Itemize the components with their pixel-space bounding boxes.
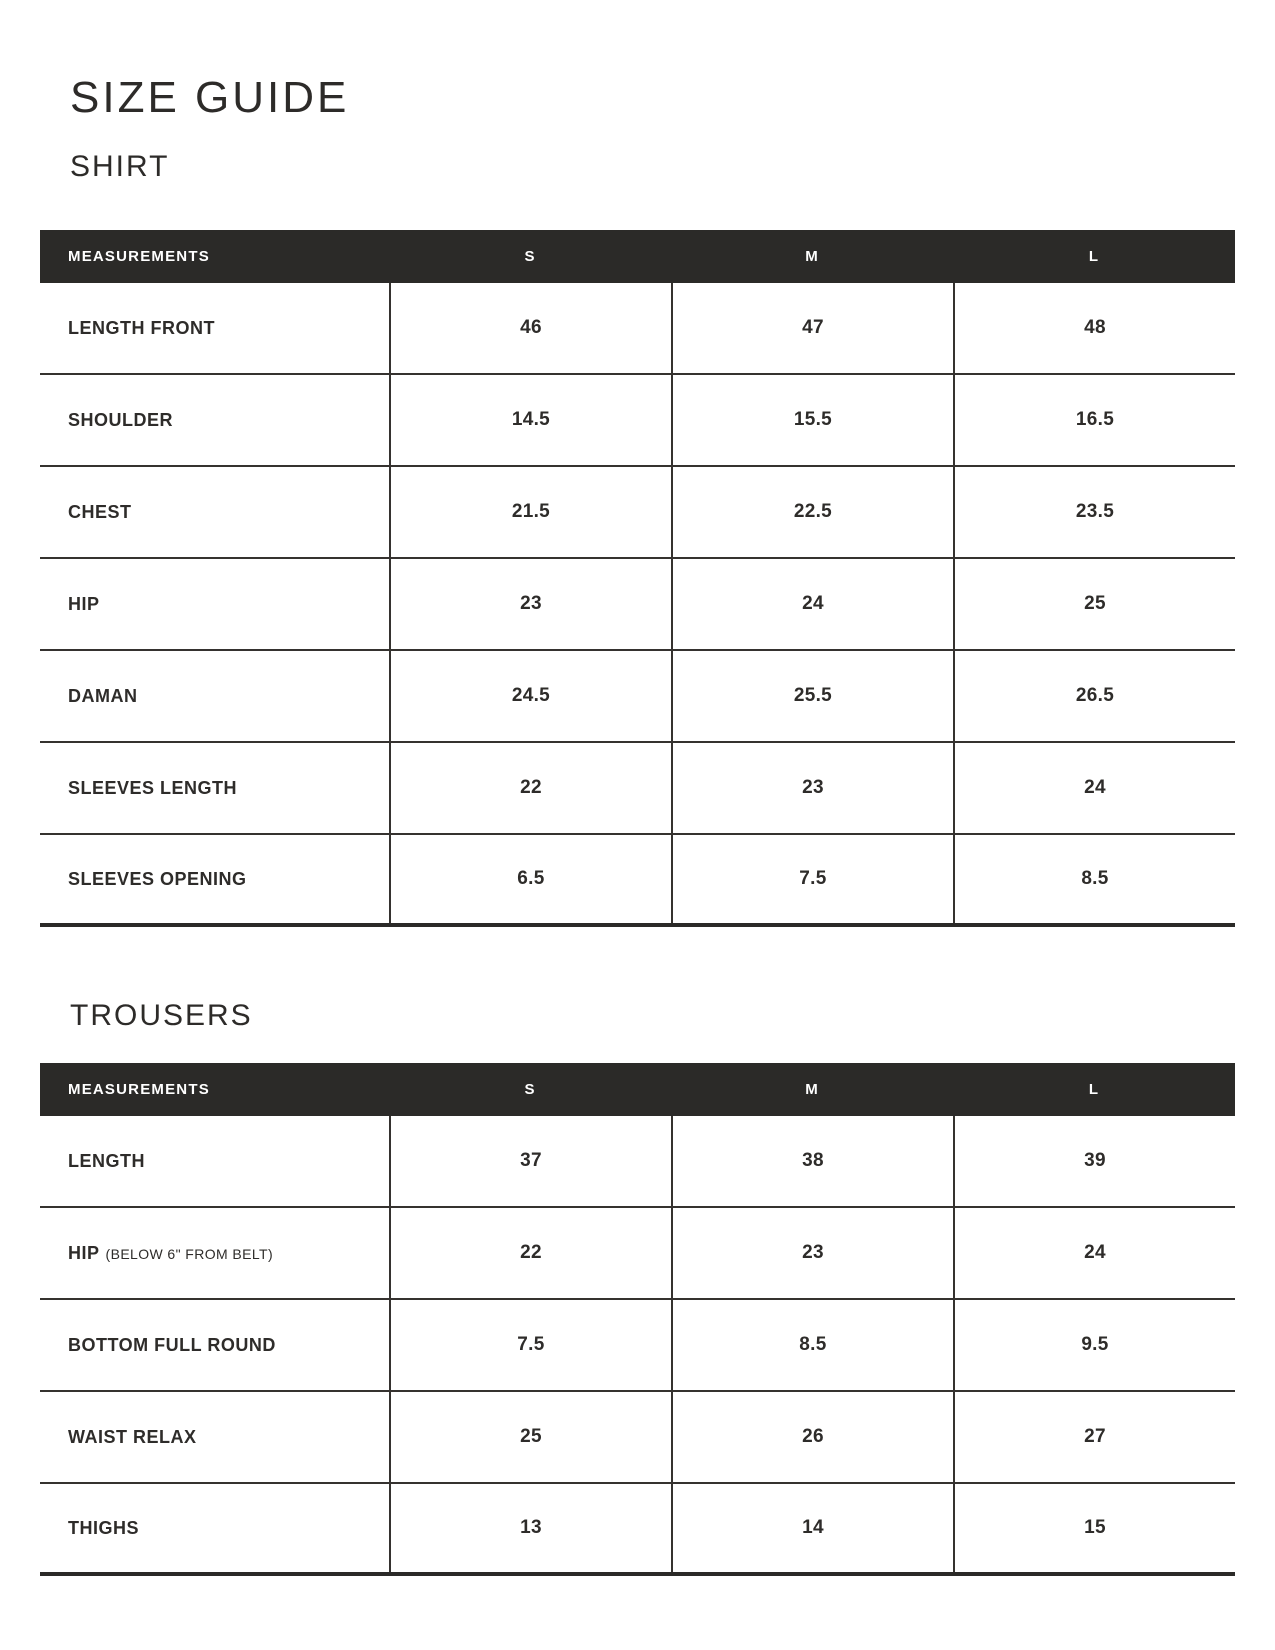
row-label: SLEEVES OPENING: [68, 868, 247, 889]
cell-value: 48: [953, 283, 1235, 373]
cell-value: 8.5: [671, 1300, 953, 1390]
row-label: LENGTH: [68, 1150, 145, 1171]
cell-value: 13: [389, 1484, 671, 1572]
table-row: [40, 559, 1235, 651]
cell-value: 27: [953, 1392, 1235, 1482]
cell-value: 9.5: [953, 1300, 1235, 1390]
cell-value: 25: [953, 559, 1235, 649]
header-size-s: S: [524, 1081, 536, 1098]
cell-value: 23: [671, 1208, 953, 1298]
cell-value: 23: [671, 743, 953, 833]
table-row: [40, 375, 1235, 467]
row-label: DAMAN: [68, 685, 138, 706]
cell-value: 15.5: [671, 375, 953, 465]
table-row: [40, 467, 1235, 559]
cell-value: 25: [389, 1392, 671, 1482]
row-label: [40, 1243, 389, 1264]
table-row: [40, 283, 1235, 375]
cell-value: 47: [671, 283, 953, 373]
header-measurements: MEASUREMENTS: [68, 248, 210, 265]
cell-value: 24: [953, 1208, 1235, 1298]
cell-value: 7.5: [671, 835, 953, 923]
section-title-trousers: TROUSERS: [70, 999, 253, 1032]
header-size-l: L: [1088, 248, 1100, 265]
table-header: [40, 230, 1235, 283]
cell-value: 22: [389, 743, 671, 833]
cell-value: 8.5: [953, 835, 1235, 923]
trousers-size-table: [40, 1063, 1235, 1576]
cell-value: 26.5: [953, 651, 1235, 741]
cell-value: 14.5: [389, 375, 671, 465]
section-title-shirt: SHIRT: [70, 150, 170, 183]
row-label: HIP: [68, 593, 100, 614]
cell-value: 7.5: [389, 1300, 671, 1390]
row-label: CHEST: [68, 501, 132, 522]
header-size-m: M: [805, 248, 819, 265]
page-title: SIZE GUIDE: [70, 73, 350, 122]
cell-value: 6.5: [389, 835, 671, 923]
table-row: [40, 1392, 1235, 1484]
cell-value: 39: [953, 1116, 1235, 1206]
table-row: [40, 835, 1235, 927]
cell-value: 24.5: [389, 651, 671, 741]
cell-value: 23: [389, 559, 671, 649]
cell-value: 24: [953, 743, 1235, 833]
cell-value: 16.5: [953, 375, 1235, 465]
table-row: [40, 1116, 1235, 1208]
cell-value: 46: [389, 283, 671, 373]
row-label: SLEEVES LENGTH: [68, 777, 238, 798]
table-row: [40, 1208, 1235, 1300]
table-row: [40, 1484, 1235, 1576]
header-size-l: L: [1088, 1081, 1100, 1098]
cell-value: 21.5: [389, 467, 671, 557]
table-row: [40, 1300, 1235, 1392]
row-label-text: HIP: [68, 1242, 100, 1263]
header-measurements: MEASUREMENTS: [68, 1081, 210, 1098]
table-row: [40, 651, 1235, 743]
row-label-note: (BELOW 6" FROM BELT): [105, 1245, 274, 1262]
header-size-m: M: [805, 1081, 819, 1098]
table-row: [40, 743, 1235, 835]
cell-value: 23.5: [953, 467, 1235, 557]
table-header: [40, 1063, 1235, 1116]
row-label: SHOULDER: [68, 409, 174, 430]
row-label: THIGHS: [68, 1517, 140, 1538]
cell-value: 24: [671, 559, 953, 649]
row-label: WAIST RELAX: [68, 1426, 197, 1447]
cell-value: 15: [953, 1484, 1235, 1572]
cell-value: 26: [671, 1392, 953, 1482]
cell-value: 14: [671, 1484, 953, 1572]
cell-value: 22.5: [671, 467, 953, 557]
header-size-s: S: [524, 248, 536, 265]
cell-value: 22: [389, 1208, 671, 1298]
row-label: BOTTOM FULL ROUND: [68, 1334, 276, 1355]
cell-value: 37: [389, 1116, 671, 1206]
cell-value: 38: [671, 1116, 953, 1206]
shirt-size-table: [40, 230, 1235, 927]
cell-value: 25.5: [671, 651, 953, 741]
row-label: LENGTH FRONT: [68, 317, 215, 338]
